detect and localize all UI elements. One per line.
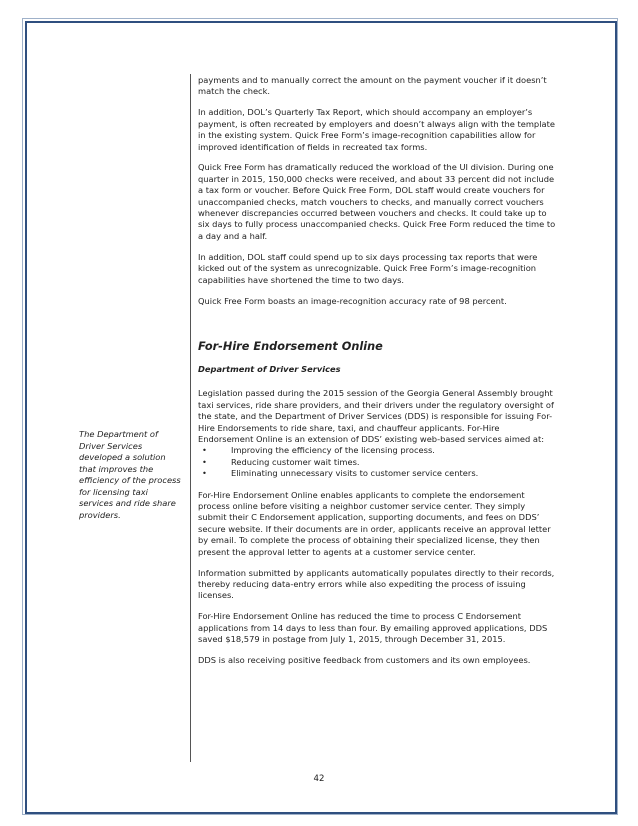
section-title: For-Hire Endorsement Online — [198, 339, 383, 353]
bullet-text: Reducing customer wait times. — [231, 456, 360, 467]
section-paragraph: For-Hire Endorsement Online has reduced the time to process C Endorsement applications from 14 days to less than four. By emailing approved applications, DDS saved $18,579 in postage from July 1, 2015, through December 31, 2015. — [198, 611, 548, 645]
intro-paragraph: In addition, DOL staff could spend up to six days processing tax reports that were kicked out of the system as unrecognizable. Quick Free Form’s image-recognition capabilities have shortened the time to two days. — [198, 251, 538, 285]
sidebar-callout: The Department of Driver Services developed a solution that improves the efficiency of the process for licensing taxi services and ride share providers. — [79, 429, 181, 520]
intro-paragraph: In addition, DOL’s Quarterly Tax Report, which should accompany an employer’s payment, is often recreated by employers and doesn’t always align with the template in the existing system. Quick Free Form’s image-recognition capabilities allow for improved identification of fields in recreated tax forms. — [198, 107, 555, 152]
list-item — [198, 445, 556, 456]
intro-paragraph: Quick Free Form boasts an image-recognition accuracy rate of 98 percent. — [198, 295, 507, 306]
bullet-icon: • — [202, 468, 207, 479]
list-item — [198, 457, 556, 468]
section-paragraph: DDS is also receiving positive feedback from customers and its own employees. — [198, 654, 531, 665]
bullet-text: Eliminating unnecessary visits to customer service centers. — [231, 468, 479, 479]
section-subtitle: Department of Driver Services — [198, 363, 341, 374]
list-item — [198, 468, 556, 479]
bullet-icon: • — [202, 456, 207, 467]
page-number: 42 — [313, 774, 325, 784]
bullet-text: Improving the efficiency of the licensing process. — [231, 445, 435, 456]
section-lead-paragraph: Legislation passed during the 2015 session of the Georgia General Assembly brought taxi services, ride share providers, and their drivers under the regulatory oversight of the state, and the Department of Driver Services (DDS) is responsible for issuing For-Hire Endorsements to ride share, taxi, and chauffeur applicants. For-Hire Endorsement Online is an extension of DDS’ existing web-based services aimed at: — [198, 388, 554, 444]
intro-paragraph: Quick Free Form has dramatically reduced the workload of the UI division. During one quarter in 2015, 150,000 checks were received, and about 33 percent did not include a tax form or voucher. Before Quick Free Form, DOL staff would create vouchers for unaccompanied checks, match vouchers to checks, and manually correct vouchers whenever discrepancies occurred between vouchers and checks. It could take up to six days to fully process unaccompanied checks. Quick Free Form reduced the time to a day and a half. — [198, 162, 556, 241]
main-column — [198, 75, 556, 676]
intro-paragraph: payments and to manually correct the amount on the payment voucher if it doesn’t match the check. — [198, 75, 547, 97]
bullet-icon: • — [202, 445, 207, 456]
section-paragraph: For-Hire Endorsement Online enables applicants to complete the endorsement process online before visiting a neighbor customer service center. They simply submit their C Endorsement application, supporting documents, and fees on DDS’ secure website. If their documents are in order, applicants receive an approval letter by email. To complete the process of obtaining their specialized license, they then present the approval letter to agents at a customer service center. — [198, 489, 551, 557]
sidebar-divider — [190, 74, 191, 762]
bullet-list — [198, 445, 556, 479]
section-paragraph: Information submitted by applicants automatically populates directly to their records, thereby reducing data-entry errors while also expediting the process of issuing licenses. — [198, 567, 555, 601]
